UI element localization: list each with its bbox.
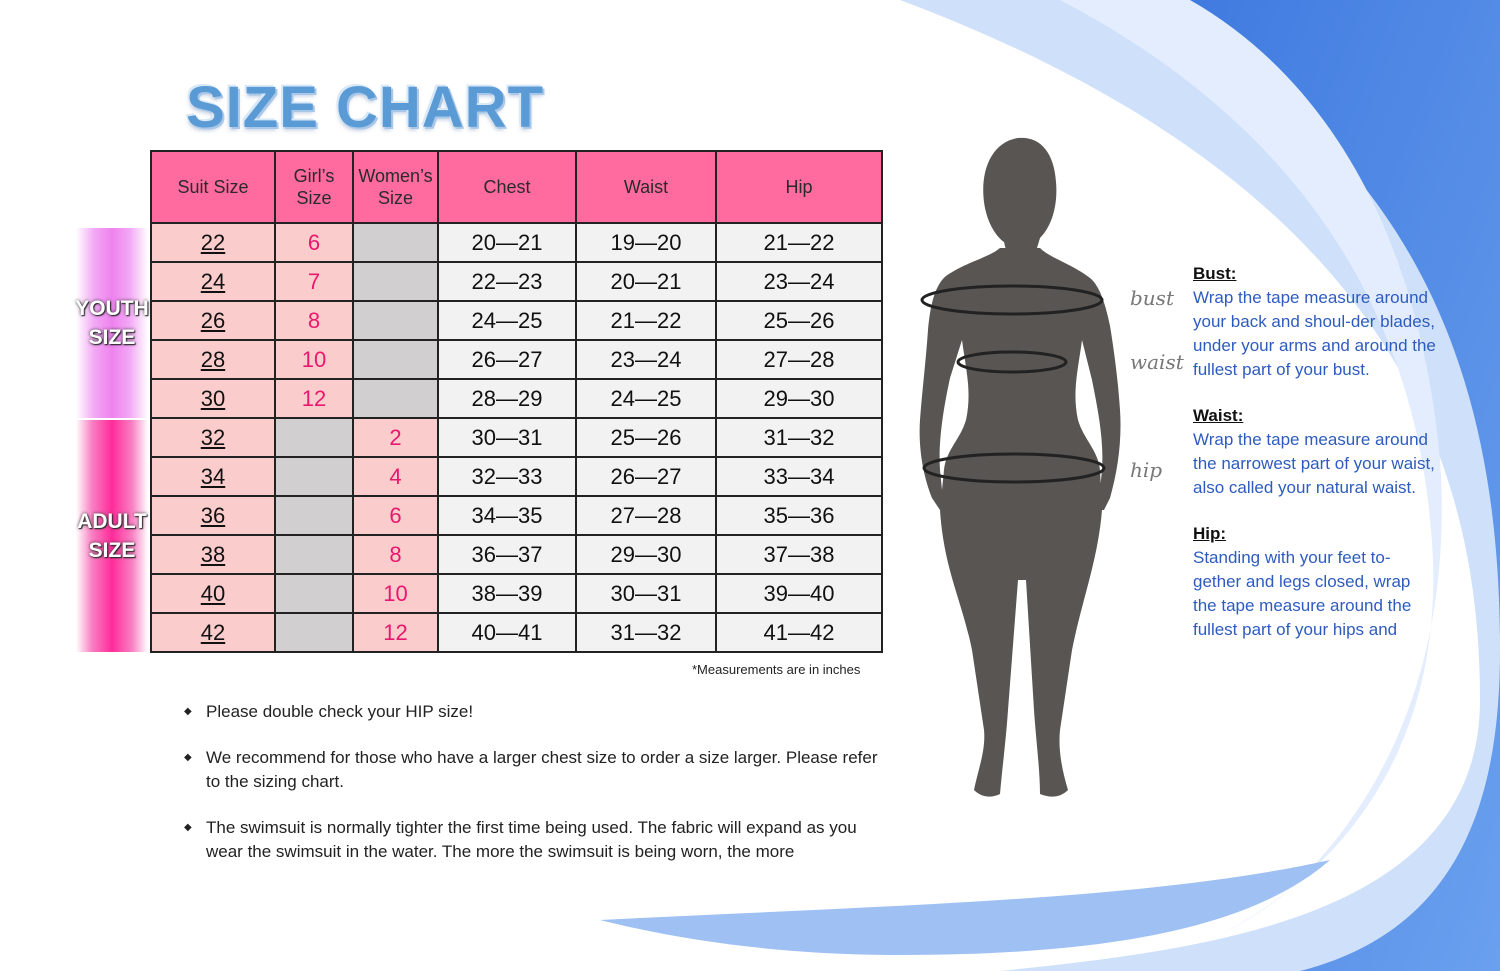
hip-cell: 21—22 — [716, 223, 882, 262]
suit-size-cell: 32 — [151, 418, 275, 457]
table-row — [151, 496, 882, 535]
girls-size-cell: 6 — [275, 223, 353, 262]
table-row — [151, 301, 882, 340]
header-girls-size — [275, 151, 353, 223]
girls-size-cell — [275, 457, 353, 496]
note-text: Please double check your HIP size! — [206, 702, 474, 721]
youth-size-band — [76, 228, 148, 418]
womens-size-cell: 12 — [353, 613, 438, 652]
hip-heading: Hip: — [1193, 524, 1227, 543]
hip-cell: 35—36 — [716, 496, 882, 535]
suit-size-cell: 34 — [151, 457, 275, 496]
bust-instruction — [1193, 262, 1438, 382]
table-row — [151, 340, 882, 379]
table-row — [151, 457, 882, 496]
hip-cell: 37—38 — [716, 535, 882, 574]
note-text: We recommend for those who have a larger chest size to order a size larger. Please refer to the sizing chart. — [206, 748, 878, 791]
girls-size-cell: 8 — [275, 301, 353, 340]
hip-cell: 23—24 — [716, 262, 882, 301]
chest-cell: 22—23 — [438, 262, 576, 301]
suit-size-cell: 42 — [151, 613, 275, 652]
womens-size-cell — [353, 301, 438, 340]
chest-cell: 32—33 — [438, 457, 576, 496]
bust-label: bust — [1130, 286, 1174, 310]
diamond-bullet-icon: ◆ — [184, 752, 192, 763]
suit-size-cell: 26 — [151, 301, 275, 340]
girls-size-cell — [275, 535, 353, 574]
bust-text: Wrap the tape measure around your back and shoul-der blades, under your arms and around the fullest part of your bust. — [1193, 288, 1436, 379]
hip-cell: 29—30 — [716, 379, 882, 418]
hip-cell: 41—42 — [716, 613, 882, 652]
list-item — [184, 700, 884, 724]
header-waist: Waist — [576, 151, 716, 223]
hip-cell: 33—34 — [716, 457, 882, 496]
suit-size-cell: 38 — [151, 535, 275, 574]
silhouette-icon — [920, 138, 1121, 797]
list-item — [184, 816, 884, 864]
table-row — [151, 613, 882, 652]
list-item — [184, 746, 884, 794]
waist-text: Wrap the tape measure around the narrowest part of your waist, also called your natural waist. — [1193, 430, 1435, 497]
girls-size-cell: 7 — [275, 262, 353, 301]
measurement-footnote: *Measurements are in inches — [692, 662, 861, 677]
hip-cell: 31—32 — [716, 418, 882, 457]
waist-instruction — [1193, 404, 1438, 500]
header-girls-line1: Girl’s — [293, 166, 335, 186]
adult-size-band — [76, 420, 148, 652]
womens-size-cell — [353, 340, 438, 379]
womens-size-cell — [353, 262, 438, 301]
table-row — [151, 574, 882, 613]
waist-label: waist — [1130, 350, 1184, 374]
table-row — [151, 223, 882, 262]
page-title: SIZE CHART — [186, 75, 544, 140]
header-womens-line2: Size — [377, 188, 413, 208]
waist-cell: 25—26 — [576, 418, 716, 457]
notes-list — [184, 700, 884, 886]
table-row — [151, 379, 882, 418]
girls-size-cell — [275, 574, 353, 613]
waist-cell: 19—20 — [576, 223, 716, 262]
girls-size-cell — [275, 613, 353, 652]
suit-size-cell: 40 — [151, 574, 275, 613]
womens-size-cell: 4 — [353, 457, 438, 496]
header-hip: Hip — [716, 151, 882, 223]
waist-cell: 24—25 — [576, 379, 716, 418]
chest-cell: 36—37 — [438, 535, 576, 574]
waist-cell: 30—31 — [576, 574, 716, 613]
header-suit-size: Suit Size — [151, 151, 275, 223]
waist-cell: 23—24 — [576, 340, 716, 379]
waist-cell: 26—27 — [576, 457, 716, 496]
suit-size-cell: 36 — [151, 496, 275, 535]
table-header-row — [151, 151, 882, 223]
table-row — [151, 535, 882, 574]
hip-label: hip — [1130, 458, 1163, 482]
chest-cell: 30—31 — [438, 418, 576, 457]
waist-cell: 21—22 — [576, 301, 716, 340]
table-row — [151, 262, 882, 301]
girls-size-cell: 12 — [275, 379, 353, 418]
suit-size-cell: 24 — [151, 262, 275, 301]
suit-size-cell: 28 — [151, 340, 275, 379]
header-girls-line2: Size — [296, 188, 332, 208]
womens-size-cell: 8 — [353, 535, 438, 574]
waist-cell: 27—28 — [576, 496, 716, 535]
note-text: The swimsuit is normally tighter the first time being used. The fabric will expand as you wear the swimsuit in the water. The more the swimsuit is being worn, the more — [206, 818, 857, 861]
girls-size-cell — [275, 496, 353, 535]
hip-cell: 25—26 — [716, 301, 882, 340]
waist-cell: 29—30 — [576, 535, 716, 574]
suit-size-cell: 30 — [151, 379, 275, 418]
chest-cell: 40—41 — [438, 613, 576, 652]
chest-cell: 24—25 — [438, 301, 576, 340]
chest-cell: 38—39 — [438, 574, 576, 613]
hip-cell: 27—28 — [716, 340, 882, 379]
table-row — [151, 418, 882, 457]
waist-cell: 31—32 — [576, 613, 716, 652]
waist-cell: 20—21 — [576, 262, 716, 301]
header-womens-size — [353, 151, 438, 223]
hip-cell: 39—40 — [716, 574, 882, 613]
waist-heading: Waist: — [1193, 406, 1244, 425]
header-womens-line1: Women’s — [358, 166, 433, 186]
womens-size-cell — [353, 379, 438, 418]
hip-text: Standing with your feet to-gether and legs closed, wrap the tape measure around the fullest part of your hips and — [1193, 548, 1412, 639]
womens-size-cell: 10 — [353, 574, 438, 613]
chest-cell: 28—29 — [438, 379, 576, 418]
youth-band-line2: SIZE — [88, 326, 136, 349]
womens-size-cell: 2 — [353, 418, 438, 457]
youth-band-line1: YOUTH — [75, 297, 149, 320]
womens-size-cell: 6 — [353, 496, 438, 535]
adult-band-line2: SIZE — [88, 539, 136, 562]
measuring-instructions — [1193, 262, 1438, 664]
bust-heading: Bust: — [1193, 264, 1237, 283]
suit-size-cell: 22 — [151, 223, 275, 262]
diamond-bullet-icon: ◆ — [184, 822, 192, 833]
adult-band-line1: ADULT — [77, 510, 147, 533]
size-table — [150, 150, 883, 653]
chest-cell: 20—21 — [438, 223, 576, 262]
womens-size-cell — [353, 223, 438, 262]
chest-cell: 34—35 — [438, 496, 576, 535]
girls-size-cell — [275, 418, 353, 457]
hip-instruction — [1193, 522, 1438, 642]
header-chest: Chest — [438, 151, 576, 223]
diamond-bullet-icon: ◆ — [184, 706, 192, 717]
chest-cell: 26—27 — [438, 340, 576, 379]
girls-size-cell: 10 — [275, 340, 353, 379]
